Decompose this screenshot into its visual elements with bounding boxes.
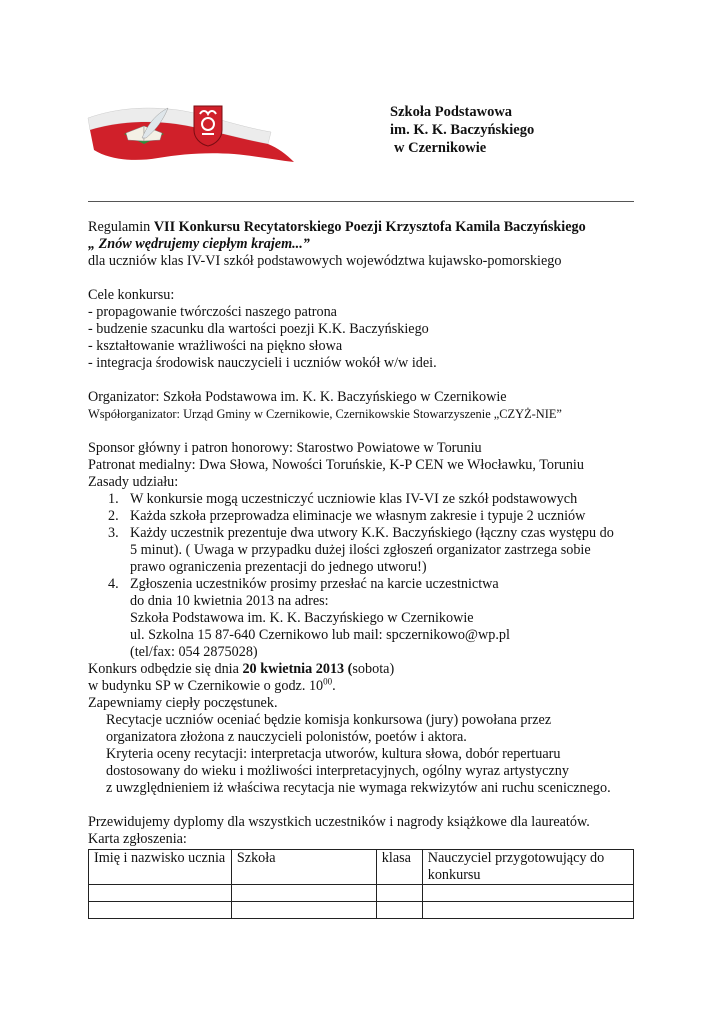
school-location-line: w Czernikowie bbox=[394, 140, 487, 156]
coat-of-arms-icon bbox=[194, 106, 222, 146]
class-cell[interactable] bbox=[376, 902, 422, 919]
rule-item bbox=[88, 576, 648, 661]
jury-section bbox=[88, 712, 648, 797]
rules-heading: Zasady udziału: bbox=[88, 474, 179, 490]
event-time-minutes: 00 bbox=[323, 676, 333, 687]
form-heading: Karta zgłoszenia: bbox=[88, 831, 187, 847]
rules-list bbox=[88, 491, 648, 661]
rule-text: (tel/fax: 054 2875028) bbox=[130, 644, 258, 660]
table-header-row bbox=[89, 850, 634, 885]
school-logo bbox=[86, 104, 296, 166]
title-contest-name: VII Konkursu Recytatorskiego Poezji Krzysztofa Kamila Baczyńskiego bbox=[153, 219, 586, 235]
rule-text: Szkoła Podstawowa im. K. K. Baczyńskiego w Czernikowie bbox=[130, 610, 474, 626]
rule-text: ul. Szkolna 15 87-640 Czernikowo lub mail: spczernikowo@wp.pl bbox=[130, 627, 510, 643]
rule-number: 1. bbox=[108, 491, 119, 507]
table-row bbox=[89, 885, 634, 902]
column-header-teacher: Nauczyciel przygotowujący do konkursu bbox=[422, 850, 633, 885]
rule-number: 3. bbox=[108, 525, 119, 541]
goal-item: - budzenie szacunku dla wartości poezji K.K. Baczyńskiego bbox=[88, 321, 429, 337]
goal-item: - propagowanie twórczości naszego patrona bbox=[88, 304, 337, 320]
header-divider bbox=[88, 201, 634, 202]
jury-line: Kryteria oceny recytacji: interpretacja utworów, kultura słowa, dobór repertuaru bbox=[106, 746, 561, 762]
rule-text: Zgłoszenia uczestników prosimy przesłać na karcie uczestnictwa bbox=[130, 576, 499, 592]
title-prefix: Regulamin bbox=[88, 219, 154, 235]
rule-text: Każdy uczestnik prezentuje dwa utwory K.K. Baczyńskiego (łączny czas występu do bbox=[130, 525, 614, 541]
school-cell[interactable] bbox=[231, 885, 376, 902]
jury-line: organizatora złożona z nauczycieli polonistów, poetów i aktora. bbox=[106, 729, 467, 745]
event-date-value: 20 kwietnia 2013 ( bbox=[242, 661, 353, 677]
goal-item: - integracja środowisk nauczycieli i uczniów wokół w/w idei. bbox=[88, 355, 437, 371]
event-date bbox=[88, 661, 648, 678]
teacher-cell[interactable] bbox=[422, 885, 633, 902]
class-cell[interactable] bbox=[376, 885, 422, 902]
rule-number: 2. bbox=[108, 508, 119, 524]
rule-number: 4. bbox=[108, 576, 119, 592]
school-name-line: Szkoła Podstawowa bbox=[390, 104, 513, 120]
rule-item bbox=[88, 491, 648, 508]
student-name-cell[interactable] bbox=[89, 885, 232, 902]
jury-line: z uwzględnieniem iż właściwa recytacja nie wymaga rekwizytów ani ruchu scenicznego. bbox=[106, 780, 611, 796]
event-place-text: w budynku SP w Czernikowie o godz. 10 bbox=[88, 678, 324, 694]
contest-audience: dla uczniów klas IV-VI szkół podstawowych województwa kujawsko-pomorskiego bbox=[88, 253, 562, 269]
rule-text: W konkursie mogą uczestniczyć uczniowie klas IV-VI ze szkół podstawowych bbox=[130, 491, 578, 507]
column-header-student-name: Imię i nazwisko ucznia bbox=[89, 850, 232, 885]
jury-line: dostosowany do wieku i możliwości interpretacyjnych, ogólny wyraz artystyczny bbox=[106, 763, 569, 779]
student-name-cell[interactable] bbox=[89, 902, 232, 919]
awards: Przewidujemy dyplomy dla wszystkich uczestników i nagrody książkowe dla laureatów. bbox=[88, 814, 590, 830]
event-date-prefix: Konkurs odbędzie się dnia bbox=[88, 661, 243, 677]
rule-text: Każda szkoła przeprowadza eliminacje we własnym zakresie i typuje 2 uczniów bbox=[130, 508, 586, 524]
school-cell[interactable] bbox=[231, 902, 376, 919]
jury-line: Recytacje uczniów oceniać będzie komisja konkursowa (jury) powołana przez bbox=[106, 712, 552, 728]
rule-item bbox=[88, 508, 648, 525]
coorganizer: Współorganizator: Urząd Gminy w Czernikowie, Czernikowskie Stowarzyszenie „CZYŻ-NIE” bbox=[88, 407, 562, 421]
media-patronage: Patronat medialny: Dwa Słowa, Nowości Toruńskie, K-P CEN we Włocławku, Toruniu bbox=[88, 457, 584, 473]
event-place bbox=[88, 678, 648, 695]
school-header bbox=[390, 103, 534, 157]
registration-table bbox=[88, 849, 634, 919]
table-row bbox=[89, 902, 634, 919]
school-patron-line: im. K. K. Baczyńskiego bbox=[390, 122, 535, 138]
event-date-suffix: sobota) bbox=[352, 661, 395, 677]
teacher-cell[interactable] bbox=[422, 902, 633, 919]
regulation-title bbox=[88, 219, 648, 236]
rule-text: prawo ograniczenia prezentacji do jednego utworu!) bbox=[130, 559, 427, 575]
contest-motto: „ Znów wędrujemy ciepłym krajem...” bbox=[88, 236, 310, 252]
rule-text: do dnia 10 kwietnia 2013 na adres: bbox=[130, 593, 329, 609]
sponsor: Sponsor główny i patron honorowy: Starostwo Powiatowe w Toruniu bbox=[88, 440, 482, 456]
goals-heading: Cele konkursu: bbox=[88, 287, 175, 303]
column-header-school: Szkoła bbox=[231, 850, 376, 885]
document-body bbox=[88, 219, 648, 919]
column-header-class: klasa bbox=[376, 850, 422, 885]
event-snack: Zapewniamy ciepły poczęstunek. bbox=[88, 695, 278, 711]
rule-text: 5 minut). ( Uwaga w przypadku dużej ilości zgłoszeń organizator zastrzega sobie bbox=[130, 542, 591, 558]
goal-item: - kształtowanie wrażliwości na piękno słowa bbox=[88, 338, 343, 354]
organizer: Organizator: Szkoła Podstawowa im. K. K. Baczyńskiego w Czernikowie bbox=[88, 389, 507, 405]
event-place-end: . bbox=[332, 678, 336, 694]
rule-item bbox=[88, 525, 648, 576]
